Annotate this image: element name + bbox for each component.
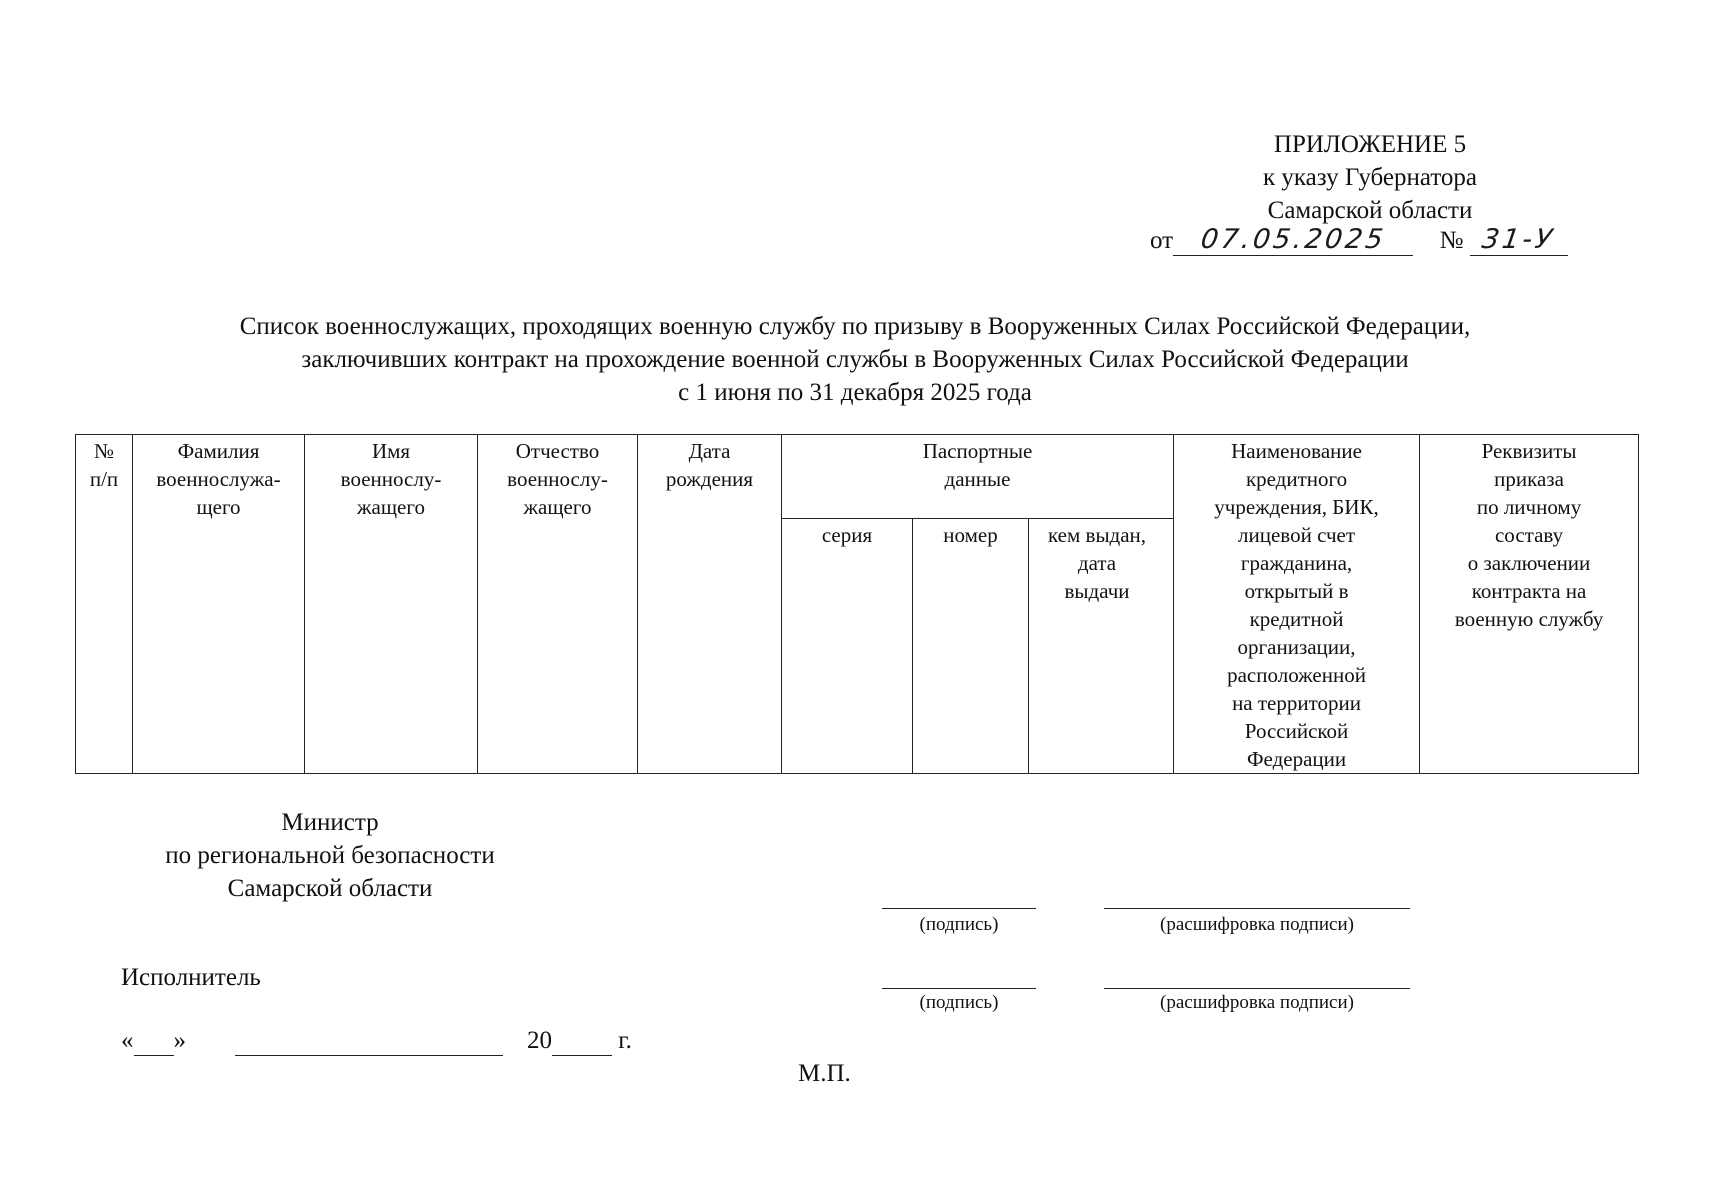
day-field[interactable] xyxy=(134,1027,174,1056)
title-line-1: Список военнослужащих, проходящих военную службу по призыву в Вооруженных Силах Российской Федерации, xyxy=(239,313,1471,340)
appendix-decree-line: к указу Губернатора xyxy=(1262,164,1478,191)
year-prefix: 20 xyxy=(527,1027,552,1054)
handwritten-number: 31-У xyxy=(1480,224,1558,255)
year-field[interactable] xyxy=(552,1027,612,1056)
executor-signature-caption: (подпись) xyxy=(919,992,999,1013)
minister-decoding-caption: (расшифровка подписи) xyxy=(1160,914,1354,935)
header-bank: Наименование кредитного учреждения, БИК, лицевой счет гражданина, открытый в кредитной организации, расположенной на территории Российской Федерации xyxy=(1174,435,1420,774)
appendix-header xyxy=(1100,128,1640,227)
header-patronymic: Отчество военнослу- жащего xyxy=(478,435,638,774)
year-suffix: г. xyxy=(618,1027,632,1054)
executor-label: Исполнитель xyxy=(121,964,261,991)
executor-signature-line[interactable] xyxy=(882,988,1036,989)
header-passport: Паспортные данные xyxy=(782,435,1174,519)
minister-block xyxy=(130,806,530,905)
header-surname: Фамилия военнослужа- щего xyxy=(133,435,305,774)
header-number: № п/п xyxy=(76,435,133,774)
servicemen-table xyxy=(75,434,1639,774)
date-field xyxy=(1173,226,1413,256)
executor-decoding-caption: (расшифровка подписи) xyxy=(1160,992,1354,1013)
header-order: Реквизиты приказа по личному составу о заключении контракта на военную службу xyxy=(1420,435,1639,774)
appendix-date-number xyxy=(1150,226,1568,256)
stamp-place: М.П. xyxy=(798,1060,851,1087)
minister-dept: по региональной безопасности xyxy=(165,842,495,869)
header-passport-number: номер xyxy=(913,519,1029,774)
header-name: Имя военнослу- жащего xyxy=(305,435,478,774)
appendix-region-line: Самарской области xyxy=(1267,197,1473,224)
header-passport-series: серия xyxy=(782,519,913,774)
number-sign: № xyxy=(1439,227,1464,254)
month-field[interactable] xyxy=(235,1027,503,1056)
minister-region: Самарской области xyxy=(227,875,433,902)
handwritten-date: 07.05.2025 xyxy=(1198,224,1388,255)
minister-title: Министр xyxy=(281,809,379,836)
appendix-heading: ПРИЛОЖЕНИЕ 5 xyxy=(1273,131,1467,158)
minister-signature-caption: (подпись) xyxy=(919,914,999,935)
date-open-quote: « xyxy=(121,1027,134,1054)
executor-decoding-line[interactable] xyxy=(1104,988,1410,989)
date-close-quote: » xyxy=(173,1027,186,1054)
date-prefix: от xyxy=(1150,227,1174,254)
signing-date xyxy=(121,1027,632,1056)
header-birthdate: Дата рождения xyxy=(638,435,782,774)
number-field xyxy=(1470,226,1568,256)
title-line-2: заключивших контракт на прохождение военной службы в Вооруженных Силах Российской Федерации xyxy=(301,346,1409,373)
document-title xyxy=(80,310,1630,409)
header-passport-issued: кем выдан, дата выдачи xyxy=(1029,519,1174,774)
minister-decoding-line[interactable] xyxy=(1104,908,1410,909)
title-line-3: с 1 июня по 31 декабря 2025 года xyxy=(678,379,1032,406)
minister-signature-line[interactable] xyxy=(882,908,1036,909)
